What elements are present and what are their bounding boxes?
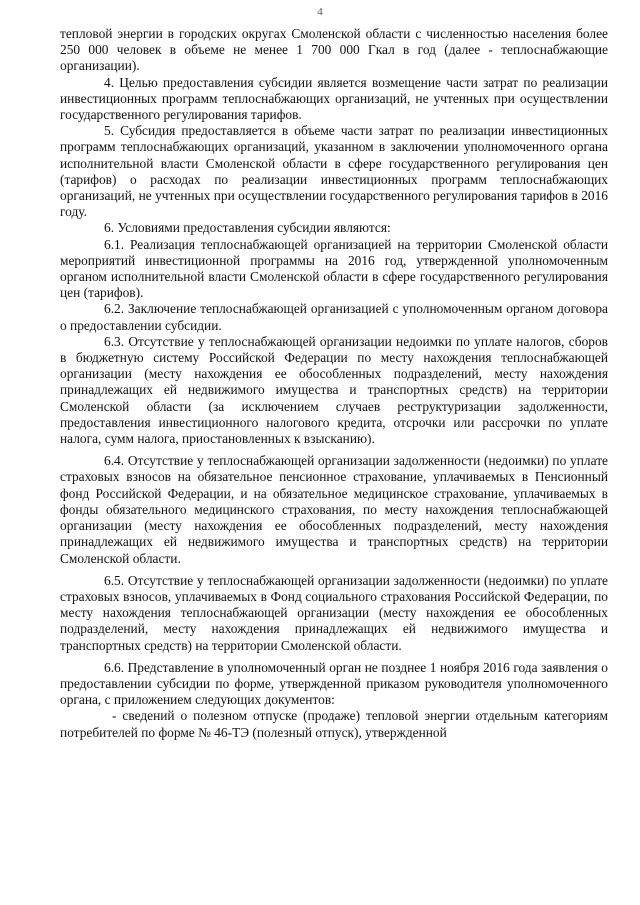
- paragraph-continuation: тепловой энергии в городских округах Смоленской области с численностью населения более 250 000 человек в объеме не менее 1 700 000 Гкал в год (далее - теплоснабжающие организации).: [60, 26, 608, 74]
- paragraph-6-1: 6.1. Реализация теплоснабжающей организацией на территории Смоленской области мероприятий инвестиционной программы на 2016 год, утвержденной уполномоченным органом исполнительной власти Смоленской области в сфере государственного регулирования цен (тарифов).: [60, 236, 608, 301]
- paragraph-4: 4. Целью предоставления субсидии является возмещение части затрат по реализации инвестиционных программ теплоснабжающих организаций, не учтенных при осуществлении государственного регулирования тарифов.: [60, 74, 608, 123]
- paragraph-6-3: 6.3. Отсутствие у теплоснабжающей организации недоимки по уплате налогов, сборов в бюджетную систему Российской Федерации по месту нахождения теплоснабжающей организации (месту нахождения ее обособленных подразделений, месту нахождения принадлежащих ей недвижимого имущества и транспортных средств) на территории Смоленской области (за исключением случаев реструктуризации задолженности, предоставления инвестиционного налогового кредита, отсрочки или рассрочки по уплате налога, сумм налога, приостановленных к взысканию).: [60, 333, 608, 447]
- paragraph-6-4: 6.4. Отсутствие у теплоснабжающей организации задолженности (недоимки) по уплате страховых взносов на обязательное пенсионное страхование, уплачиваемых в Пенсионный фонд Российской Федерации, и на обязательное медицинское страхование, уплачиваемых в фонды обязательного медицинского страхования, по месту нахождения теплоснабжающей организации (месту нахождения ее обособленных подразделений, месту нахождения принадлежащих ей недвижимого имущества и транспортных средств) на территории Смоленской области.: [60, 453, 608, 566]
- paragraph-6-5: 6.5. Отсутствие у теплоснабжающей организации задолженности (недоимки) по уплате страховых взносов, уплачиваемых в Фонд социального страхования Российской Федерации, по месту нахождения теплоснабжающей организации (месту нахождения ее обособленных подразделений, месту нахождения принадлежащих ей недвижимого имущества и транспортных средств) на территории Смоленской области.: [60, 572, 608, 653]
- paragraph-6-2: 6.2. Заключение теплоснабжающей организацией с уполномоченным органом договора о предоставлении субсидии.: [60, 301, 608, 333]
- paragraph-6-6: 6.6. Представление в уполномоченный орган не позднее 1 ноября 2016 года заявления о предоставлении субсидии по форме, утвержденной приказом руководителя уполномоченного органа, с приложением следующих документов:: [60, 659, 608, 708]
- document-body: [60, 26, 608, 741]
- paragraph-6: 6. Условиями предоставления субсидии являются:: [104, 220, 391, 236]
- paragraph-5: 5. Субсидия предоставляется в объеме части затрат по реализации инвестиционных программ теплоснабжающих организаций, указанном в заключении уполномоченного органа исполнительной власти Смоленской области в сфере государственного регулирования цен (тарифов) о расходах по реализации инвестиционных программ теплоснабжающих организаций, не учтенных при осуществлении государственного регулирования тарифов в 2016 году.: [60, 123, 608, 220]
- page-number: 4: [317, 6, 323, 18]
- paragraph-dash-item: - сведений о полезном отпуске (продаже) тепловой энергии отдельным категориям потребителей по форме № 46-ТЭ (полезный отпуск), утвержденной: [60, 708, 608, 740]
